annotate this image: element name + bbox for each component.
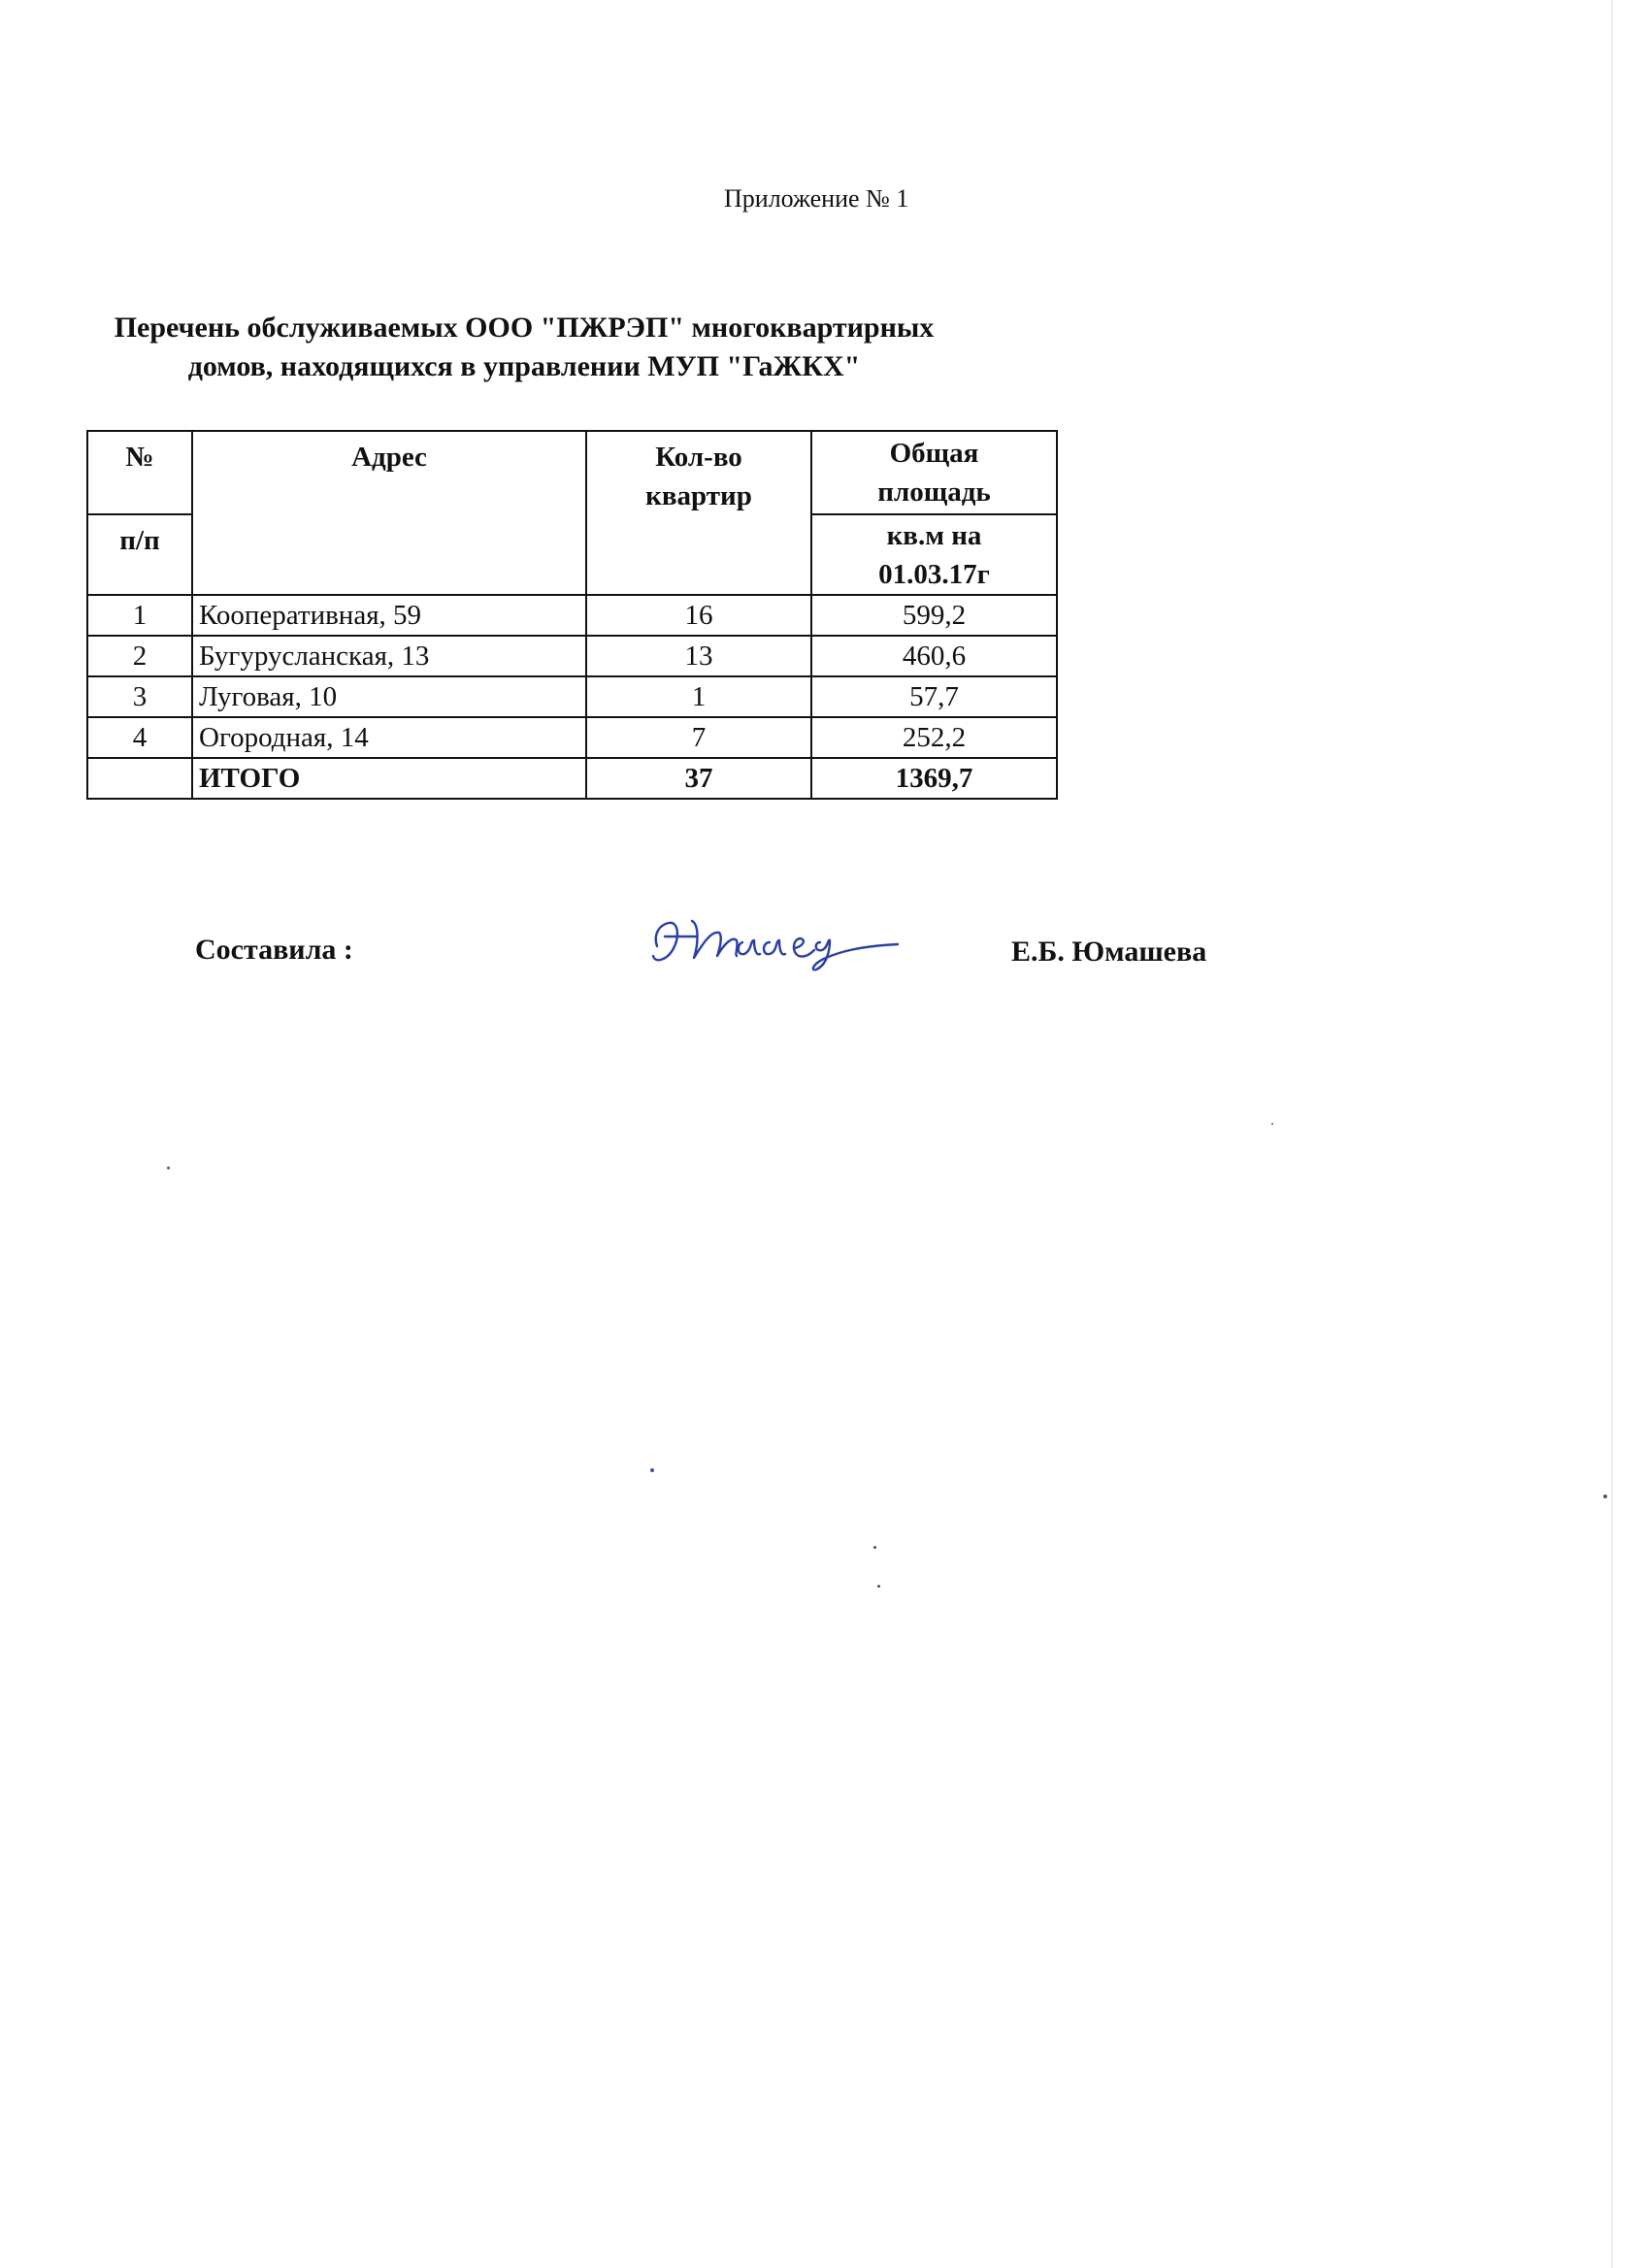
title-line-1: Перечень обслуживаемых ООО "ПЖРЭП" многоквартирных [114, 312, 935, 344]
handwritten-signature [636, 907, 907, 975]
row-num: 3 [87, 676, 192, 717]
scan-speck [1271, 1123, 1273, 1125]
row-apartments: 7 [586, 717, 811, 758]
row-address: Огородная, 14 [192, 717, 586, 758]
header-num-top: № [87, 431, 192, 514]
row-area: 599,2 [811, 595, 1057, 636]
row-num: 4 [87, 717, 192, 758]
table-row [87, 717, 1057, 758]
appendix-label: Приложение № 1 [724, 184, 909, 213]
scan-speck [1603, 1495, 1607, 1498]
row-num: 1 [87, 595, 192, 636]
row-apartments: 1 [586, 676, 811, 717]
header-area-line-1: Общая [889, 438, 979, 469]
table-row [87, 676, 1057, 717]
scan-speck [650, 1468, 654, 1472]
row-apartments: 13 [586, 636, 811, 676]
row-area: 460,6 [811, 636, 1057, 676]
header-area-unit-line-1: кв.м на [886, 519, 982, 551]
row-area: 252,2 [811, 717, 1057, 758]
total-area: 1369,7 [811, 758, 1057, 799]
compiled-by-label: Составила : [195, 934, 353, 966]
title-line-2: домов, находящихся в управлении МУП "ГаЖКХ" [187, 350, 861, 382]
header-area-unit [811, 514, 1057, 595]
row-address: Кооперативная, 59 [192, 595, 586, 636]
header-area-unit-line-2: 01.03.17г [878, 558, 990, 590]
scan-speck [167, 1167, 170, 1169]
total-row [87, 758, 1057, 799]
header-apartments [586, 431, 811, 595]
row-num: 2 [87, 636, 192, 676]
row-address: Луговая, 10 [192, 676, 586, 717]
table-row [87, 595, 1057, 636]
row-address: Бугурусланская, 13 [192, 636, 586, 676]
scan-speck [873, 1546, 876, 1549]
scan-speck [877, 1585, 880, 1588]
total-label: ИТОГО [192, 758, 586, 799]
header-num-bottom: п/п [87, 514, 192, 595]
row-area: 57,7 [811, 676, 1057, 717]
header-apartments-line-1: Кол-во [655, 442, 742, 473]
row-apartments: 16 [586, 595, 811, 636]
total-num [87, 758, 192, 799]
header-apartments-line-2: квартир [645, 480, 752, 511]
header-address: Адрес [192, 431, 586, 595]
document-title [87, 309, 961, 386]
houses-table [86, 430, 1058, 800]
header-area-line-2: площадь [877, 477, 991, 508]
header-area [811, 431, 1057, 514]
scan-edge [1611, 0, 1613, 2268]
table-row [87, 636, 1057, 676]
total-apartments: 37 [586, 758, 811, 799]
header-row-1 [87, 431, 1057, 514]
signer-name: Е.Б. Юмашева [1011, 936, 1207, 968]
